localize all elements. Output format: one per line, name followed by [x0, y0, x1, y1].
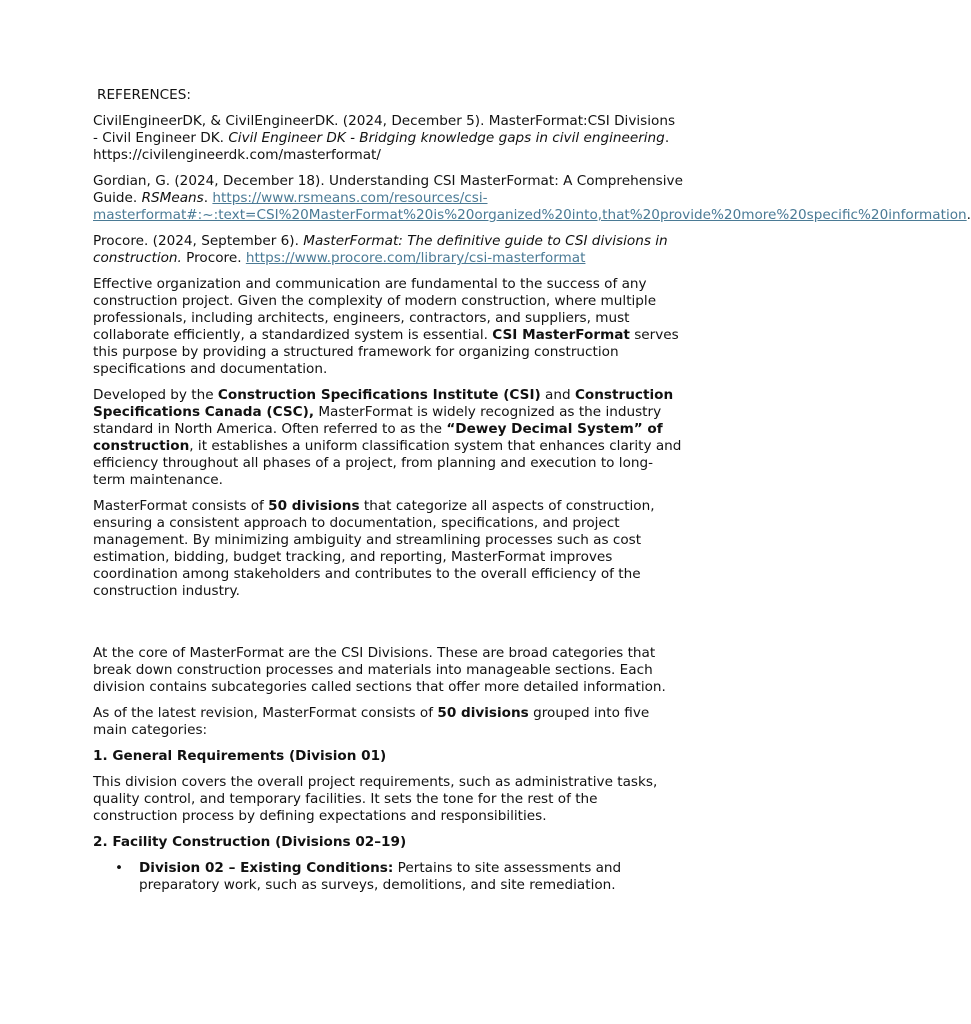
section-heading-facility-construction: 2. Facility Construction (Divisions 02–19) [93, 834, 407, 850]
intro-paragraph-2: Developed by the Construction Specifications Institute (CSI) and Construction Specifications Canada (CSC), MasterFormat is widely recognized as the industry standard in North America. Often referred to as the “Dewey Decimal System” of construction, it establishes a uniform classification system that enhances clarity and efficiency throughout all phases of a project, from planning and execution to long-term maintenance. [93, 387, 682, 488]
list-item: • Division 02 – Existing Conditions: Pertains to site assessments and preparatory work, such as surveys, demolitions, and site remediation. [115, 860, 622, 893]
section-heading-general-requirements: 1. General Requirements (Division 01) [93, 748, 387, 764]
intro-paragraph-1: Effective organization and communication are fundamental to the success of any construction project. Given the complexity of modern construction, where multiple professionals, including architects, engineers, contractors, and suppliers, must collaborate efficiently, a standardized system is essential. CSI MasterFormat serves this purpose by providing a structured framework for organizing construction specifications and documentation. [93, 276, 679, 377]
rsmeans-link[interactable]: https://www.rsmeans.com/resources/csi-masterformat#:~:text=CSI%20MasterFormat%20is%20organized%20into,that%20provide%20more%20specific%20information [93, 190, 967, 223]
procore-link[interactable]: https://www.procore.com/library/csi-masterformat [245, 250, 586, 266]
references-heading: REFERENCES: [97, 87, 191, 103]
document-body [93, 87, 971, 903]
core-paragraph-1: At the core of MasterFormat are the CSI Divisions. These are broad categories that break down construction processes and materials into manageable sections. Each division contains subcategories called sections that offer more detailed information. [93, 645, 666, 695]
reference-item-3: Procore. (2024, September 6). MasterFormat: The definitive guide to CSI divisions in construction. Procore. https://www.procore.com/library/csi-masterformat [93, 233, 668, 266]
section-text-general-requirements: This division covers the overall project requirements, such as administrative tasks, quality control, and temporary facilities. It sets the tone for the rest of the construction process by defining expectations and responsibilities. [93, 774, 658, 824]
paragraph-spacer [93, 609, 683, 645]
reference-item-2: Gordian, G. (2024, December 18). Understanding CSI MasterFormat: A Comprehensive Guide. RSMeans. https://www.rsmeans.com/resources/csi-masterformat#:~:text=CSI%20MasterFormat%20is%20organized%20into,that%20provide%20more%20specific%20information. [93, 173, 971, 223]
reference-item-1: CivilEngineerDK, & CivilEngineerDK. (2024, December 5). MasterFormat:CSI Divisions - Civil Engineer DK. Civil Engineer DK - Bridging knowledge gaps in civil engineering. https://civilengineerdk.com/masterformat/ [93, 113, 676, 163]
intro-paragraph-3: MasterFormat consists of 50 divisions that categorize all aspects of construction, ensuring a consistent approach to documentation, specifications, and project management. By minimizing ambiguity and streamlining processes such as cost estimation, bidding, budget tracking, and reporting, MasterFormat improves coordination among stakeholders and contributes to the overall efficiency of the construction industry. [93, 498, 655, 599]
bullet-icon: • [115, 860, 124, 876]
facility-construction-list [93, 860, 683, 894]
core-paragraph-2: As of the latest revision, MasterFormat consists of 50 divisions grouped into five main categories: [93, 705, 650, 738]
